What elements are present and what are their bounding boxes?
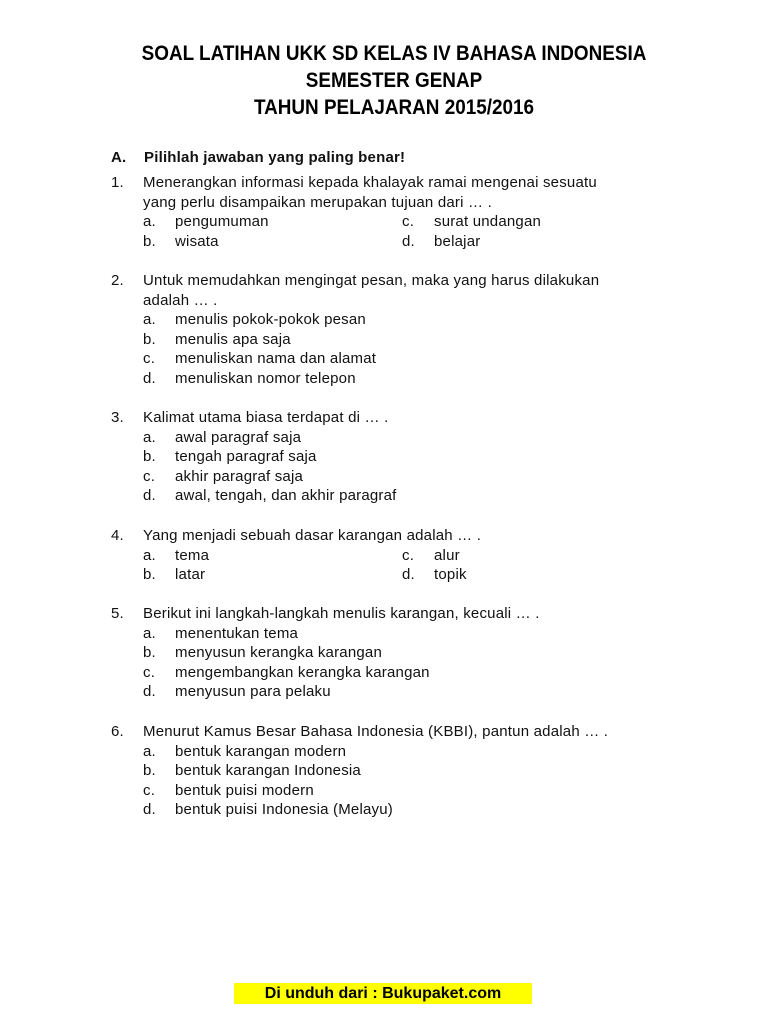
option-letter: d. — [402, 232, 415, 250]
option-letter: d. — [143, 683, 156, 701]
download-source-link[interactable]: Di unduh dari : Bukupaket.com — [234, 983, 532, 1004]
option-letter: a. — [143, 742, 156, 760]
option-text: akhir paragraf saja — [175, 467, 304, 485]
question-stem-line-2: adalah … . — [143, 291, 218, 309]
option-a — [143, 310, 671, 330]
option-letter: b. — [143, 644, 156, 662]
option-text: alur — [434, 546, 460, 564]
option-letter: c. — [143, 663, 156, 681]
question-number: 3. — [111, 409, 124, 426]
option-list — [143, 624, 671, 702]
option-d — [143, 369, 671, 389]
option-a — [143, 624, 671, 644]
option-text: menyusun para pelaku — [175, 683, 331, 701]
option-text: menuliskan nama dan alamat — [175, 350, 377, 368]
option-letter: b. — [143, 330, 156, 348]
option-text: wisata — [175, 232, 219, 250]
option-text: menulis apa saja — [175, 330, 291, 348]
option-c — [143, 781, 671, 801]
option-letter: a. — [143, 428, 156, 446]
option-a — [143, 742, 671, 762]
option-text: pengumuman — [175, 213, 269, 231]
question-stem-line-1: Kalimat utama biasa terdapat di … . — [143, 409, 389, 426]
option-text: menyusun kerangka karangan — [175, 644, 382, 662]
option-text: mengembangkan kerangka karangan — [175, 663, 430, 681]
title-line-1: SOAL LATIHAN UKK SD KELAS IV BAHASA INDONESIA — [141, 42, 647, 65]
option-text: bentuk karangan Indonesia — [175, 762, 361, 780]
option-text: bentuk puisi modern — [175, 781, 314, 799]
question-stem-line-1: Berikut ini langkah-langkah menulis karangan, kecuali … . — [143, 605, 540, 622]
question-5 — [111, 604, 671, 702]
option-grid — [143, 546, 671, 585]
option-a — [143, 546, 393, 566]
option-letter: c. — [143, 467, 156, 485]
option-letter: b. — [143, 448, 156, 466]
option-c — [143, 349, 671, 369]
option-c — [143, 663, 671, 683]
option-text: awal paragraf saja — [175, 428, 302, 446]
question-2 — [111, 271, 671, 389]
question-6 — [111, 722, 671, 820]
option-letter: b. — [143, 232, 156, 250]
option-letter: d. — [143, 487, 156, 505]
question-1 — [111, 173, 671, 251]
option-d — [143, 800, 671, 820]
question-number: 5. — [111, 605, 124, 622]
option-b — [143, 447, 671, 467]
document-title — [39, 40, 748, 121]
question-stem-line-1: Untuk memudahkan mengingat pesan, maka yang harus dilakukan — [143, 272, 600, 289]
option-b — [143, 565, 393, 585]
option-d — [143, 682, 671, 702]
option-a — [143, 428, 671, 448]
option-letter: b. — [143, 566, 156, 584]
option-letter: a. — [143, 311, 156, 329]
option-c — [402, 546, 652, 566]
option-text: menentukan tema — [175, 624, 299, 642]
option-letter: d. — [402, 566, 415, 584]
option-c — [143, 467, 671, 487]
question-number: 6. — [111, 723, 124, 740]
question-number: 4. — [111, 527, 124, 544]
option-text: surat undangan — [434, 213, 542, 231]
question-number: 1. — [111, 174, 124, 191]
option-letter: d. — [143, 369, 156, 387]
option-text: menuliskan nomor telepon — [175, 369, 356, 387]
option-letter: c. — [143, 350, 156, 368]
question-3 — [111, 408, 671, 506]
option-letter: b. — [143, 762, 156, 780]
option-b — [143, 761, 671, 781]
option-text: menulis pokok-pokok pesan — [175, 311, 366, 329]
option-b — [143, 232, 393, 252]
option-d — [402, 565, 652, 585]
option-list — [143, 428, 671, 506]
section-letter: A. — [111, 149, 127, 166]
title-line-2: SEMESTER GENAP — [305, 69, 483, 92]
question-stem-line-1: Yang menjadi sebuah dasar karangan adalah … . — [143, 527, 482, 544]
option-b — [143, 643, 671, 663]
section-instruction: Pilihlah jawaban yang paling benar! — [144, 149, 406, 166]
question-number: 2. — [111, 272, 124, 289]
option-text: latar — [175, 566, 206, 584]
option-text: tengah paragraf saja — [175, 448, 317, 466]
option-letter: c. — [143, 781, 156, 799]
option-text: bentuk karangan modern — [175, 742, 347, 760]
question-stem-line-2: yang perlu disampaikan merupakan tujuan dari … . — [143, 193, 492, 211]
option-list — [143, 310, 671, 388]
option-letter: c. — [402, 546, 415, 564]
question-stem-line-1: Menurut Kamus Besar Bahasa Indonesia (KBBI), pantun adalah … . — [143, 723, 609, 740]
title-line-3: TAHUN PELAJARAN 2015/2016 — [253, 96, 535, 119]
option-a — [143, 212, 393, 232]
option-list — [143, 742, 671, 820]
option-d — [402, 232, 652, 252]
option-c — [402, 212, 652, 232]
option-letter: d. — [143, 801, 156, 819]
option-b — [143, 330, 671, 350]
option-letter: a. — [143, 624, 156, 642]
question-stem-line-1: Menerangkan informasi kepada khalayak ramai mengenai sesuatu — [143, 174, 597, 191]
option-letter: c. — [402, 213, 415, 231]
option-d — [143, 486, 671, 506]
option-grid — [143, 212, 671, 251]
option-text: awal, tengah, dan akhir paragraf — [175, 487, 397, 505]
section-heading — [111, 149, 405, 166]
question-4 — [111, 526, 671, 585]
option-text: topik — [434, 566, 467, 584]
option-text: belajar — [434, 232, 481, 250]
option-text: bentuk puisi Indonesia (Melayu) — [175, 801, 393, 819]
option-letter: a. — [143, 213, 156, 231]
option-text: tema — [175, 546, 210, 564]
option-letter: a. — [143, 546, 156, 564]
